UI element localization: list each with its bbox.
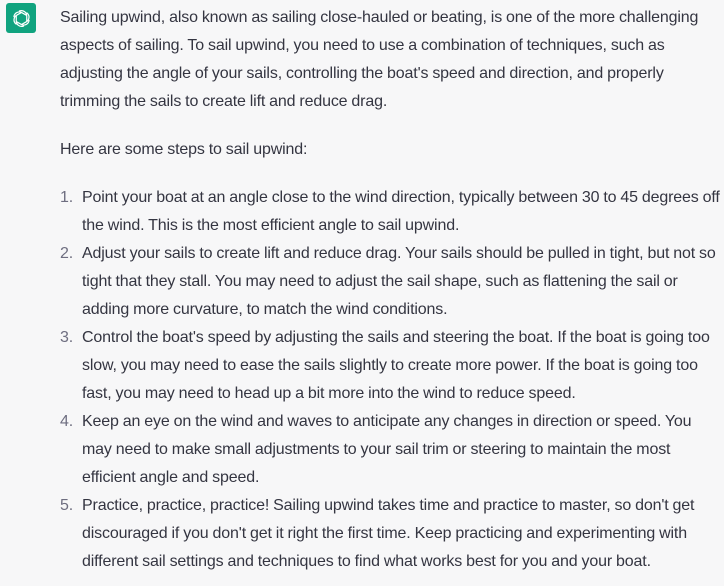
intro-paragraph: Sailing upwind, also known as sailing close-hauled or beating, is one of the more challenging aspects of sailing. To sail upwind, you need to use a combination of techniques, such as adjusting the angle of your sails, controlling the boat's speed and direction, and properly trimming the sails to create lift and reduce drag. <box>60 9 699 110</box>
list-item-text: Keep an eye on the wind and waves to anticipate any changes in direction or speed. You may need to make small adjustments to your sail trim or steering to maintain the most efficient angle and speed. <box>82 413 692 486</box>
list-item-number: 2. <box>60 245 74 262</box>
list-item-number: 5. <box>60 497 74 514</box>
list-item-number: 3. <box>60 329 74 346</box>
list-item <box>60 408 722 492</box>
list-item-text: Control the boat's speed by adjusting the sails and steering the boat. If the boat is going too slow, you may need to ease the sails slightly to create more power. If the boat is going too fast, you may need to head up a bit more into the wind to reduce speed. <box>82 329 710 402</box>
message-content <box>60 4 722 576</box>
steps-lead-paragraph: Here are some steps to sail upwind: <box>60 141 308 158</box>
list-item-text: Adjust your sails to create lift and reduce drag. Your sails should be pulled in tight, but not so tight that they stall. You may need to adjust the sail shape, such as flattening the sail or adding more curvature, to match the wind conditions. <box>82 245 716 318</box>
list-item <box>60 492 722 576</box>
list-item-number: 4. <box>60 413 74 430</box>
openai-logo-icon <box>11 8 32 29</box>
list-item-text: Practice, practice, practice! Sailing upwind takes time and practice to master, so don't get discouraged if you don't get it right the first time. Keep practicing and experimenting with different sail settings and techniques to find what works best for you and your boat. <box>82 497 695 570</box>
list-item <box>60 240 722 324</box>
assistant-avatar <box>6 3 36 33</box>
list-item <box>60 324 722 408</box>
list-item-number: 1. <box>60 189 74 206</box>
list-item-text: Point your boat at an angle close to the wind direction, typically between 30 to 45 degrees off the wind. This is the most efficient angle to sail upwind. <box>82 189 720 234</box>
list-item <box>60 184 722 240</box>
steps-list <box>60 184 722 576</box>
